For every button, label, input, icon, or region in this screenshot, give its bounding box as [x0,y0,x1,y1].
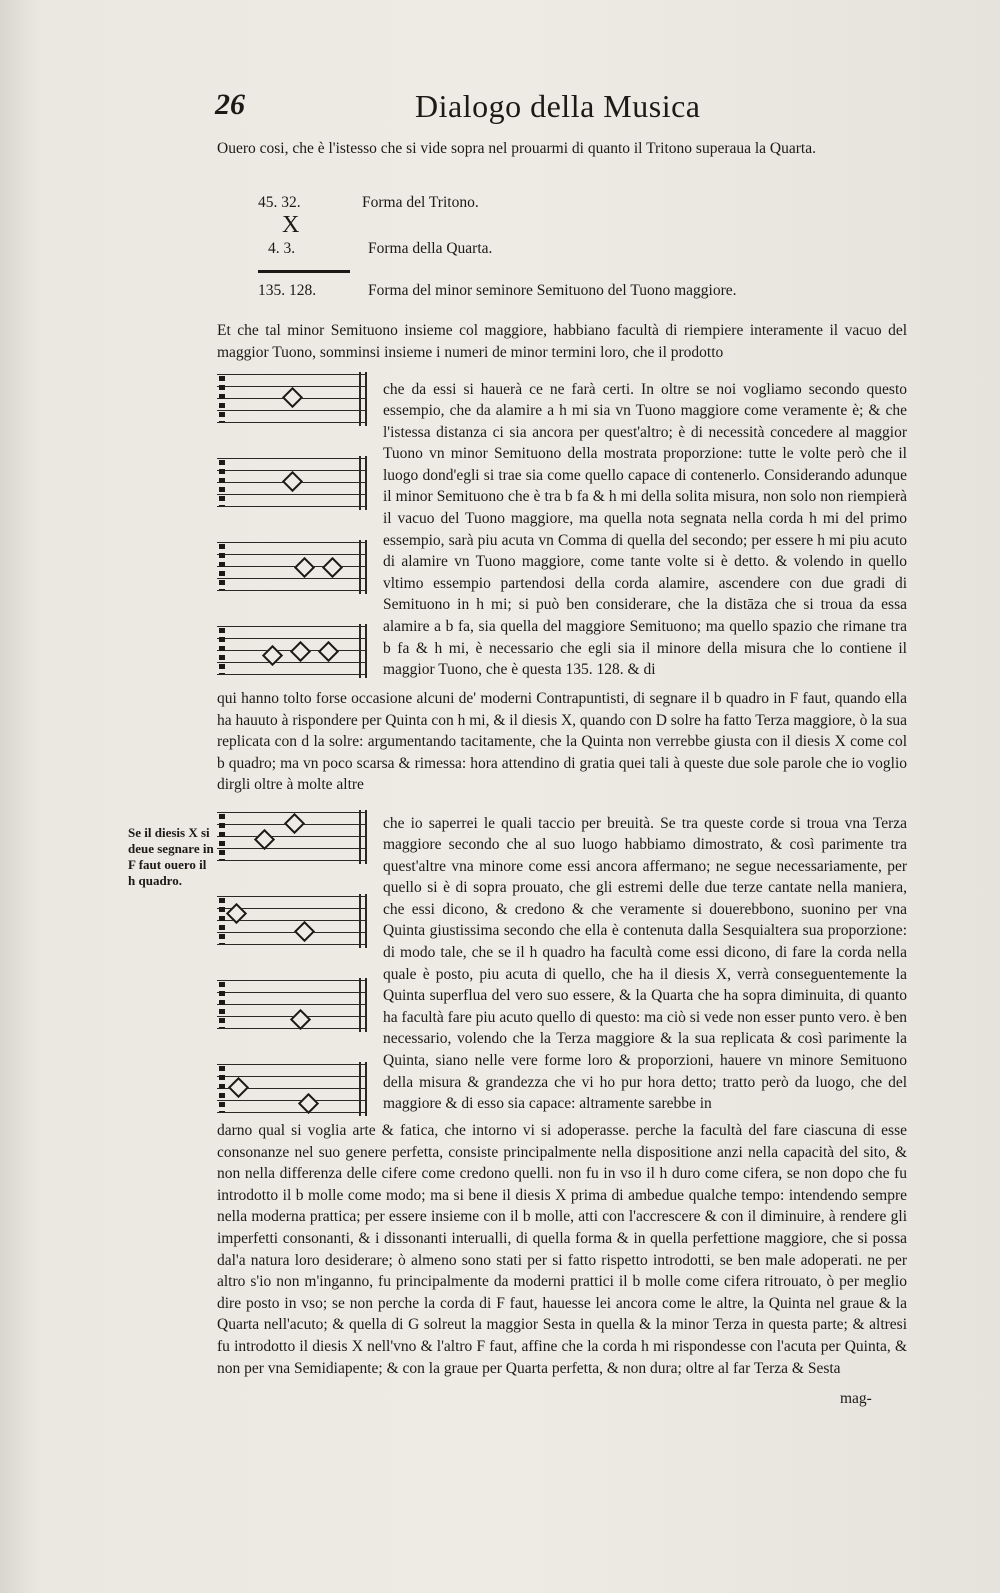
clef-icon [219,1066,225,1112]
catchword: mag- [840,1390,872,1407]
music-staff [217,810,367,864]
fraction-bar [258,270,350,273]
paragraph-2-continued: darno qual si voglia arte & fatica, che intorno vi si adoperasse. perche la facultà del fare ciascuna di esse consonanze nel suo genere perfetta, consiste principalmente nella dispositione anzi nella capacità del sito, & non nella differenza delle cifere come credono quelli. non fu in vso il h duro come cifera, se non dopo che fu introdotto il b molle come modo; ma si bene il diesis X prima di ambedue qualche tempo: intendendo sempre nella moderna prattica; per essere insieme con il b molle, atti con l'accrescere & con il diminuire, à rendere gli imperfetti consonanti, & i dissonanti interualli, di quella forma & in quella perfettione maggiore, che si possa dal'a natura loro desiderare; ò almeno sono stati per si fatto rispetto introdotti, se ben male adoperati. ne per altro s'io non m'inganno, fu principalmente da moderni prattici il b molle come cifera ritrouato, ò per meglio dire posto in vso; se non perche la corda di F faut, hauesse lei ancora come le altre, la Quinta nel graue & la Quarta nell'acuto; & quella di G solreut la maggior Sesta in quella & la minor Terza in questa parte; & altresi fu introdotto il diesis X nell'vno & l'altro F faut, affine che la corda h mi rispondesse con l'acuta per Quinta, & non per vna Semidiapente; & con la graue per Quarta perfetta, & non dura; oltre al far Terza & Sesta [217,1122,907,1377]
music-staff [217,1062,367,1116]
music-examples-2 [217,810,377,1146]
clef-icon [219,628,225,674]
margin-note: Se il diesis X si deue segnare in F faut ouero il h quadro. [128,825,214,888]
music-examples-1 [217,372,377,708]
note-icon [282,387,303,408]
semituono-ratio: 135. 128. [258,282,317,299]
music-staff [217,894,367,948]
paragraph-1-wrap: che da essi si hauerà ce ne farà certi. In oltre se noi vogliamo secondo questo essempio, che da alamire a h mi sia vn Tuono maggiore come veramente è; & che l'istessa distanza ci sia ancora per quest'altro; è di necessità concedere al maggior Tuono vn minor Semituono della mostrata proporzione: tutte le volte però che il luogo dond'egli si trae sia come quello capace di contenerlo. Considerando adunque il minor Semituono che è tra b fa & h mi della solita misura, non solo non riempierà il vacuo del Tuono maggiore, ma quella nota segnata nella corda h mi del primo essempio, sarà piu acuta vn Comma di quella del secondo; per essere h mi piu acuto di alamire vn Tuono maggiore, come tante volte si è detto. & volendo in quello vltimo essempio partendosi della corda alamire, ascendere con due gradi di Semituono in h mi; si può ben considerare, che la distāza che si troua da essa alamire a b fa, sia quella del maggiore Semituono; ma quello spazio che rimane tra b fa & h mi, è necessario che egli sia il minore della misura che lo contiene il maggior Tuono, che è questa 135. 128. & di [383,380,907,679]
music-staff [217,978,367,1032]
cross-symbol: X [282,212,300,238]
note-icon [228,1077,249,1098]
semituono-label: Forma del minor seminore Semituono del Tuono maggiore. [368,282,737,299]
intro-paragraph: Ouero cosi, che è l'istesso che si vide sopra nel prouarmi di quanto il Tritono superaua la Quarta. [217,140,816,157]
note-icon [294,557,315,578]
note-icon [282,471,303,492]
note-icon [290,641,311,662]
note-icon [294,921,315,942]
clef-icon [219,982,225,1028]
note-icon [322,557,343,578]
quarta-ratio: 4. 3. [268,240,296,257]
intro-text [217,138,907,160]
note-icon [298,1093,319,1114]
paragraph-2-full: qui hanno tolto forse occasione alcuni de' moderni Contrapuntisti, di segnare il b quadro in F faut, quando ella ha hauuto à rispondere per Quinta con h mi, & il diesis X, quando con D solre ha fatto Terza maggiore, ò la sua replicata con d la solre: argumentando tacitamente, che la Quinta non verrebbe giusta con il diesis X come col b quadro; ma vn poco scarsa & rimessa: hora attendino di gratia quei tali à queste due sole parole che io voglio dirgli oltre à molte altre [217,690,907,794]
note-icon [284,813,305,834]
clef-icon [219,814,225,860]
music-staff [217,624,367,678]
paragraph-1-full: Et che tal minor Semituono insieme col maggiore, habbiano facultà di riempiere interamente il vacuo del maggior Tuono, somminsi insieme i numeri de minor termini loro, che il prodotto [217,322,907,361]
clef-icon [219,898,225,944]
clef-icon [219,460,225,506]
paragraph-2-wrap: che io saperrei le quali taccio per breuità. Se tra queste corde si troua vna Terza maggiore secondo che al suo luogo habbiamo dimostrato, & così parimente tra quest'altre vna minore come essi ancora affermano; ne segue necessariamente, per quello si è di sopra prouato, che gli estremi delle due terze cantate nella maniera, che essi dicono, & credono & che veramente si douerebbono, suonino per vna Quinta giustissima secondo che ella è contenuta dalla Sesquialtera sua proporzione: di modo tale, che se il h quadro ha facultà come essi dicono, di fare la corda nella quale è posto, piu acuta di quello, che ha il diesis X, verrà conseguentemente la Quinta superflua del vero suo essere, & la Quarta che ha sopra diminuita, di quanto ha facultà fare piu acuto quello di questo: ma ciò si vede non esser punto vero. è ben necessario, volendo che la Terza maggiore & la sua replicata & così parimente la Quinta, siano nelle vere forme loro & proporzioni, hauere vn minore Semituono della misura & grandezza che vi ho pur hora detto; tratto però da luogo, che del maggiore & di esso sia capace: altramente sarebbe in [383,814,907,1113]
page-number: 26 [215,88,245,121]
note-icon [254,829,275,850]
clef-icon [219,544,225,590]
clef-icon [219,376,225,422]
running-title: Dialogo della Musica [415,88,701,124]
page-header [215,88,905,132]
tritono-label: Forma del Tritono. [362,194,479,211]
music-staff [217,540,367,594]
quarta-label: Forma della Quarta. [368,240,493,257]
music-staff [217,372,367,426]
tritono-ratio: 45. 32. [258,194,301,211]
note-icon [290,1009,311,1030]
note-icon [318,641,339,662]
music-staff [217,456,367,510]
